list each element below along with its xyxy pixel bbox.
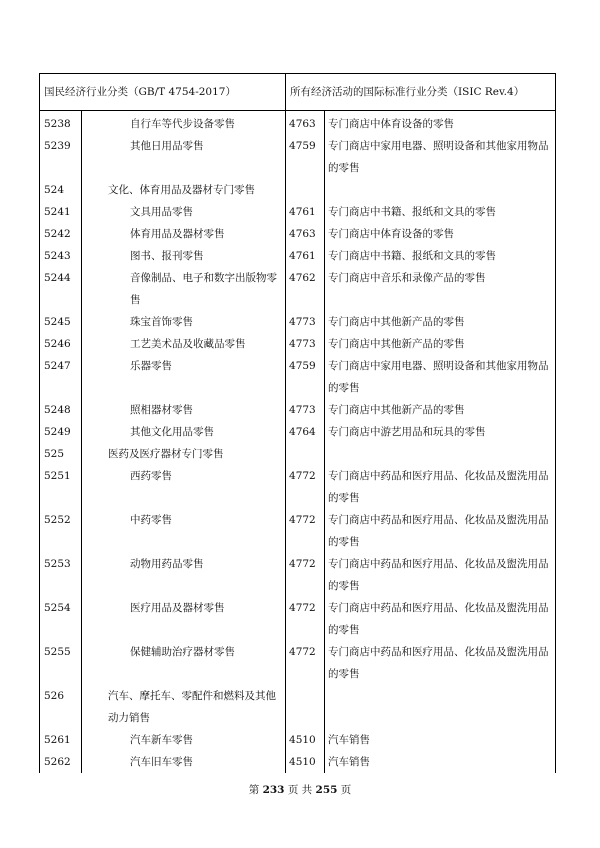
category-name-cell: 保健辅助治疗器材零售 [82,641,286,685]
table-row [40,267,556,311]
category-name-cell: 中药零售 [82,509,286,553]
category-name-cell: 文化、体育用品及器材专门零售 [82,179,286,201]
isic-code-cell: 4772 [286,465,325,509]
table-row [40,751,556,773]
category-name-cell: 自行车等代步设备零售 [82,111,286,136]
category-name-cell: 照相器材零售 [82,399,286,421]
isic-code-cell [286,685,325,729]
code-cell: 5244 [40,267,82,311]
category-name-cell: 汽车新车零售 [82,729,286,751]
table-row [40,399,556,421]
table-row [40,179,556,201]
isic-name-cell: 专门商店中家用电器、照明设备和其他家用物品的零售 [325,355,556,399]
table-row [40,355,556,399]
header-isic: 所有经济活动的国际标准行业分类（ISIC Rev.4） [286,74,556,111]
isic-name-cell: 专门商店中音乐和录像产品的零售 [325,267,556,311]
footer-prefix: 第 [248,784,260,796]
isic-name-cell [325,685,556,729]
table-row [40,135,556,179]
code-cell: 5246 [40,333,82,355]
isic-code-cell: 4510 [286,751,325,773]
isic-name-cell: 汽车销售 [325,751,556,773]
isic-code-cell: 4510 [286,729,325,751]
footer-suffix: 页 [340,784,352,796]
table-row [40,421,556,443]
isic-name-cell: 专门商店中体育设备的零售 [325,111,556,136]
isic-name-cell: 专门商店中书籍、报纸和文具的零售 [325,245,556,267]
code-cell: 524 [40,179,82,201]
isic-name-cell: 专门商店中药品和医疗用品、化妆品及盥洗用品的零售 [325,509,556,553]
code-cell: 5249 [40,421,82,443]
header-gbt: 国民经济行业分类（GB/T 4754-2017） [40,74,286,111]
isic-name-cell: 专门商店中其他新产品的零售 [325,333,556,355]
isic-code-cell: 4772 [286,553,325,597]
isic-code-cell: 4773 [286,311,325,333]
isic-name-cell: 专门商店中书籍、报纸和文具的零售 [325,201,556,223]
table-row [40,333,556,355]
table-body [40,111,556,774]
category-name-cell: 汽车旧车零售 [82,751,286,773]
table-row [40,597,556,641]
category-name-cell: 图书、报刊零售 [82,245,286,267]
isic-code-cell: 4759 [286,355,325,399]
code-cell: 5245 [40,311,82,333]
isic-name-cell: 专门商店中药品和医疗用品、化妆品及盥洗用品的零售 [325,553,556,597]
category-name-cell: 体育用品及器材零售 [82,223,286,245]
table-row [40,223,556,245]
classification-table [39,73,556,773]
code-cell: 5248 [40,399,82,421]
table-row [40,311,556,333]
isic-name-cell: 专门商店中药品和医疗用品、化妆品及盥洗用品的零售 [325,597,556,641]
isic-code-cell: 4759 [286,135,325,179]
isic-code-cell: 4772 [286,509,325,553]
isic-name-cell: 专门商店中体育设备的零售 [325,223,556,245]
code-cell: 5239 [40,135,82,179]
isic-code-cell [286,443,325,465]
isic-code-cell: 4761 [286,245,325,267]
table-row [40,509,556,553]
code-cell: 525 [40,443,82,465]
footer-total-pages: 255 [315,784,338,796]
footer-middle: 页 共 [287,784,313,796]
category-name-cell: 文具用品零售 [82,201,286,223]
category-name-cell: 珠宝首饰零售 [82,311,286,333]
code-cell: 5243 [40,245,82,267]
page-footer [0,782,600,797]
table-row [40,729,556,751]
isic-code-cell: 4763 [286,223,325,245]
table-row [40,245,556,267]
code-cell: 5252 [40,509,82,553]
category-name-cell: 其他日用品零售 [82,135,286,179]
isic-code-cell: 4764 [286,421,325,443]
table-row [40,201,556,223]
table-row [40,111,556,136]
table-row [40,553,556,597]
code-cell: 5242 [40,223,82,245]
category-name-cell: 音像制品、电子和数字出版物零售 [82,267,286,311]
footer-page-number: 233 [262,784,285,796]
isic-code-cell [286,179,325,201]
isic-name-cell [325,179,556,201]
code-cell: 526 [40,685,82,729]
table-row [40,443,556,465]
isic-name-cell: 专门商店中药品和医疗用品、化妆品及盥洗用品的零售 [325,465,556,509]
isic-code-cell: 4763 [286,111,325,136]
isic-name-cell: 专门商店中游艺用品和玩具的零售 [325,421,556,443]
category-name-cell: 医药及医疗器材专门零售 [82,443,286,465]
table-row [40,641,556,685]
isic-code-cell: 4773 [286,399,325,421]
isic-name-cell: 专门商店中其他新产品的零售 [325,399,556,421]
isic-code-cell: 4762 [286,267,325,311]
category-name-cell: 西药零售 [82,465,286,509]
category-name-cell: 乐器零售 [82,355,286,399]
category-name-cell: 汽车、摩托车、零配件和燃料及其他动力销售 [82,685,286,729]
table-header-row [40,74,556,111]
table-row [40,685,556,729]
code-cell: 5261 [40,729,82,751]
category-name-cell: 动物用药品零售 [82,553,286,597]
category-name-cell: 工艺美术品及收藏品零售 [82,333,286,355]
code-cell: 5254 [40,597,82,641]
isic-code-cell: 4772 [286,597,325,641]
isic-name-cell: 专门商店中家用电器、照明设备和其他家用物品的零售 [325,135,556,179]
code-cell: 5238 [40,111,82,136]
isic-code-cell: 4772 [286,641,325,685]
code-cell: 5262 [40,751,82,773]
isic-name-cell: 专门商店中其他新产品的零售 [325,311,556,333]
table-row [40,465,556,509]
code-cell: 5251 [40,465,82,509]
category-name-cell: 其他文化用品零售 [82,421,286,443]
code-cell: 5241 [40,201,82,223]
code-cell: 5253 [40,553,82,597]
isic-code-cell: 4773 [286,333,325,355]
isic-code-cell: 4761 [286,201,325,223]
category-name-cell: 医疗用品及器材零售 [82,597,286,641]
code-cell: 5255 [40,641,82,685]
isic-name-cell: 专门商店中药品和医疗用品、化妆品及盥洗用品的零售 [325,641,556,685]
code-cell: 5247 [40,355,82,399]
isic-name-cell [325,443,556,465]
isic-name-cell: 汽车销售 [325,729,556,751]
